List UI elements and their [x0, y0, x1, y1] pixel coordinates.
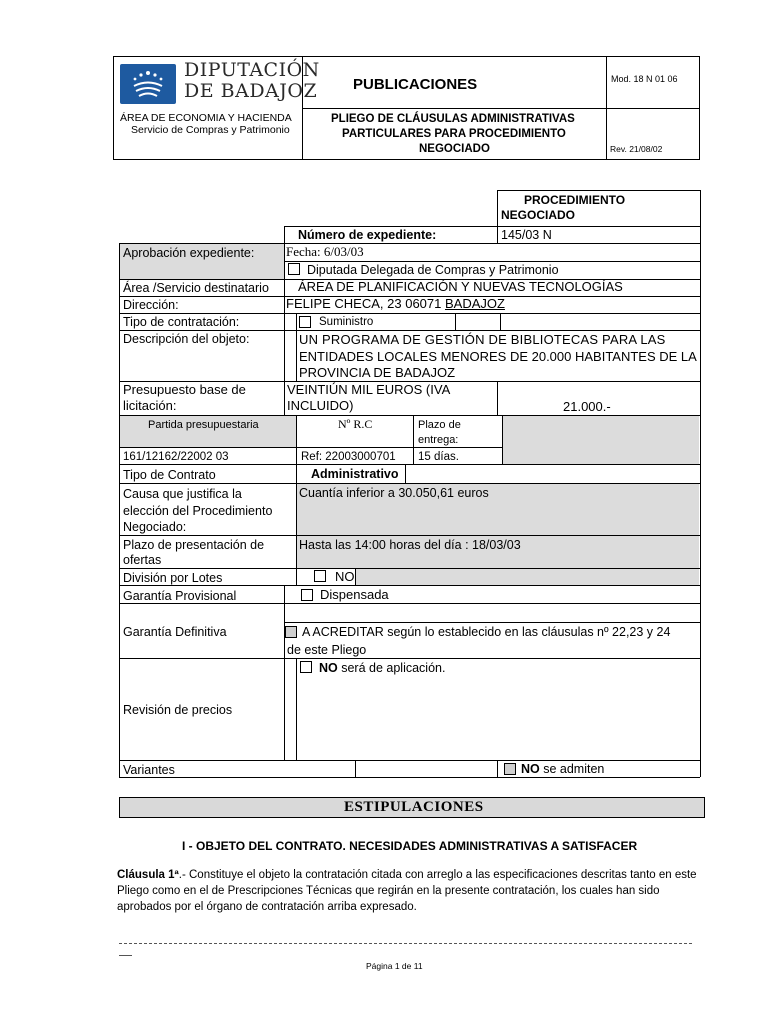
clause-1-text-1: .- Constituye el objeto la contratación citada con arreglo a las especificaciones descritas tanto en este — [178, 869, 697, 881]
diputada-checkbox[interactable] — [288, 263, 300, 275]
description-line-3: PROVINCIA DE BADAJOZ — [299, 365, 456, 380]
table-border — [296, 568, 297, 585]
table-border — [355, 760, 356, 777]
table-border — [455, 313, 456, 330]
rc-header: Nº R.C — [338, 417, 373, 431]
diputacion-logo — [120, 64, 176, 104]
table-border — [119, 568, 700, 569]
file-number-value: 145/03 N — [501, 228, 552, 242]
procedure-type-line-2: NEGOCIADO — [501, 208, 576, 222]
document-title: PUBLICACIONES — [353, 76, 478, 93]
submission-deadline-value: Hasta las 14:00 horas del día : 18/03/03 — [299, 538, 521, 552]
table-border — [296, 415, 297, 464]
approval-label: Aprobación expediente: — [123, 246, 255, 260]
delivery-term-value: 15 días. — [418, 451, 459, 463]
price-review-checkbox[interactable] — [300, 661, 312, 673]
table-border — [497, 190, 700, 191]
org-name-line-1: DIPUTACIÓN — [184, 59, 320, 81]
contract-type-value: Administrativo — [311, 467, 399, 481]
clause-1-line-3: aprobados por el órgano de contratación arriba expresado. — [117, 901, 417, 913]
table-border — [119, 483, 700, 484]
table-border — [119, 760, 700, 761]
provisional-guarantee-checkbox[interactable] — [301, 589, 313, 601]
budget-item-value: 161/12162/22002 03 — [123, 451, 229, 463]
variants-value-rest: se admiten — [539, 762, 605, 776]
table-border — [296, 313, 297, 381]
description-line-2: ENTIDADES LOCALES MENORES DE 20.000 HABITANTES DE LA — [299, 349, 697, 364]
table-border — [119, 464, 700, 465]
table-border — [119, 777, 700, 778]
area-value: ÁREA DE PLANIFICACIÓN Y NUEVAS TECNOLOGÍAS — [298, 279, 623, 294]
header-divider — [302, 108, 700, 109]
variants-label: Variantes — [123, 763, 175, 777]
table-border — [413, 415, 414, 464]
description-line-1: UN PROGRAMA DE GESTIÓN DE BIBLIOTECAS PARA LAS — [299, 332, 666, 347]
revision-date: Rev. 21/08/02 — [610, 144, 663, 154]
table-border — [405, 464, 406, 483]
budget-amount: 21.000.- — [563, 399, 611, 414]
address-street: FELIPE CHECA, 23 06071 — [286, 296, 445, 311]
lots-checkbox[interactable] — [314, 570, 326, 582]
clause-1-line-1 — [117, 868, 697, 882]
address-label: Dirección: — [123, 298, 179, 312]
diputacion-logo-icon — [120, 64, 176, 104]
empty-cell-fill — [502, 415, 699, 464]
variants-value — [521, 762, 604, 776]
approval-date: Fecha: 6/03/03 — [286, 244, 364, 259]
table-border — [119, 603, 700, 604]
price-review-value-rest: será de aplicación. — [337, 661, 446, 675]
table-border — [500, 313, 501, 330]
page-number: Página 1 de 11 — [366, 961, 423, 971]
delivery-term-header-line-2: entrega: — [418, 434, 459, 446]
clause-1-label: Cláusula 1ª — [117, 869, 179, 881]
provisional-guarantee-label: Garantía Provisional — [123, 589, 237, 603]
table-border — [284, 658, 285, 760]
contract-type-label: Tipo de Contrato — [123, 468, 216, 482]
document-subtitle-line-2: PARTICULARES PARA PROCEDIMIENTO — [342, 128, 566, 140]
table-border — [119, 243, 120, 777]
service-name: Servicio de Compras y Patrimonio — [131, 124, 290, 136]
table-border — [119, 313, 700, 314]
budget-item-header: Partida presupuestaria — [148, 419, 259, 431]
definitive-guarantee-line-2: de este Pliego — [287, 643, 367, 657]
table-border — [119, 447, 502, 448]
table-border — [284, 622, 700, 623]
procedure-type-line-1: PROCEDIMIENTO — [524, 193, 626, 207]
table-border — [296, 658, 297, 760]
table-border — [284, 585, 285, 658]
variants-checkbox[interactable] — [504, 763, 516, 775]
provisional-guarantee-value: Dispensada — [320, 587, 389, 602]
address-value — [286, 297, 505, 311]
table-border — [119, 658, 700, 659]
footer-rule — [119, 943, 692, 944]
empty-cell-fill — [355, 568, 699, 585]
justification-value: Cuantía inferior a 30.050,61 euros — [299, 486, 489, 500]
rc-value: Ref: 22003000701 — [301, 451, 396, 463]
budget-label-line-1: Presupuesto base de — [123, 382, 246, 397]
submission-deadline-label-line-1: Plazo de presentación de — [123, 538, 265, 552]
org-name-line-2: DE BADAJOZ — [184, 80, 318, 102]
document-subtitle-line-1: PLIEGO DE CLÁUSULAS ADMINISTRATIVAS — [331, 113, 575, 125]
table-border — [119, 415, 700, 416]
lots-label: División por Lotes — [123, 571, 223, 585]
suministro-label: Suministro — [319, 316, 374, 328]
justification-label-line-2: elección del Procedimiento — [123, 504, 273, 518]
delivery-term-header-line-1: Plazo de — [418, 419, 461, 431]
area-name: ÁREA DE ECONOMIA Y HACIENDA — [120, 112, 292, 124]
price-review-value-no: NO — [319, 661, 338, 675]
table-border — [119, 243, 700, 244]
table-border — [700, 190, 701, 777]
price-review-value — [319, 661, 445, 675]
definitive-guarantee-checkbox[interactable] — [285, 626, 297, 638]
table-border — [502, 415, 503, 464]
file-number-label: Número de expediente: — [298, 228, 437, 242]
section-title: I - OBJETO DEL CONTRATO. NECESIDADES ADMINISTRATIVAS A SATISFACER — [182, 839, 638, 853]
clause-1-line-2: Pliego como en el de Prescripciones Técnicas que regirán en la presente contratación, los cuales han sido — [117, 885, 660, 897]
table-border — [497, 381, 498, 415]
description-label: Descripción del objeto: — [123, 332, 250, 346]
stipulations-title: ESTIPULACIONES — [344, 799, 484, 815]
justification-label-line-1: Causa que justifica la — [123, 487, 242, 501]
contracting-type-label: Tipo de contratación: — [123, 315, 240, 329]
model-code: Mod. 18 N 01 06 — [611, 74, 678, 84]
table-border — [355, 568, 356, 585]
budget-text-line-1: VEINTIÚN MIL EUROS (IVA — [287, 382, 451, 397]
suministro-checkbox[interactable] — [299, 316, 311, 328]
table-border — [119, 535, 700, 536]
definitive-guarantee-label: Garantía Definitiva — [123, 625, 227, 639]
table-border — [284, 381, 285, 415]
table-border — [284, 261, 700, 262]
table-border — [497, 190, 498, 243]
variants-value-no: NO — [521, 762, 540, 776]
table-border — [497, 760, 498, 777]
budget-label-line-2: licitación: — [123, 398, 177, 413]
submission-deadline-label-line-2: ofertas — [123, 553, 162, 567]
price-review-label: Revisión de precios — [123, 703, 233, 717]
definitive-guarantee-line-1: A ACREDITAR según lo establecido en las cláusulas nº 22,23 y 24 — [302, 625, 671, 639]
budget-text-line-2: INCLUIDO) — [287, 398, 354, 413]
table-border — [284, 226, 700, 227]
lots-value: NO — [335, 569, 355, 584]
address-city: BADAJOZ — [444, 296, 505, 311]
diputada-label: Diputada Delegada de Compras y Patrimonio — [307, 263, 559, 277]
area-label: Área /Servicio destinatario — [123, 281, 269, 295]
table-border — [284, 226, 285, 381]
footer-rule-short — [119, 955, 132, 956]
table-border — [119, 585, 700, 586]
document-subtitle-line-3: NEGOCIADO — [419, 143, 490, 155]
justification-label-line-3: Negociado: — [123, 520, 187, 534]
table-border — [296, 464, 297, 568]
